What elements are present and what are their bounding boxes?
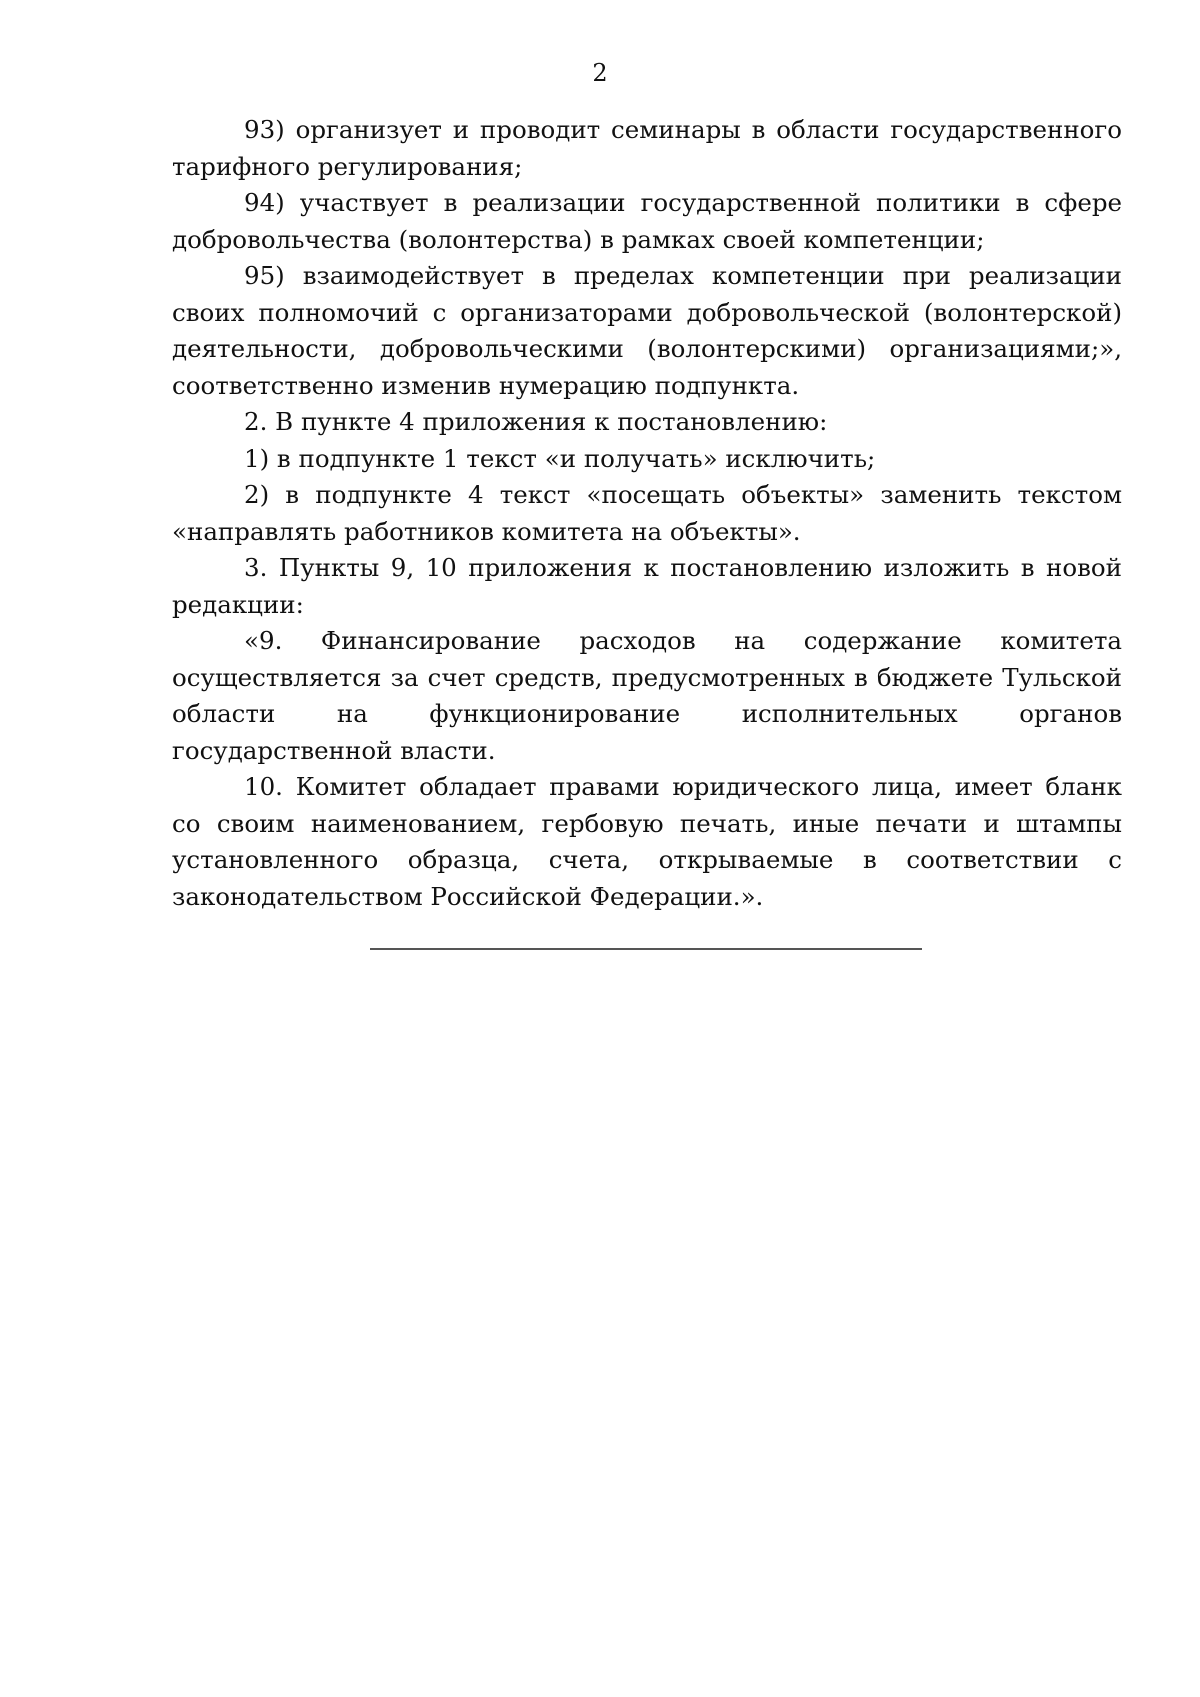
paragraph-item-94: 94) участвует в реализации государственной политики в сфере добровольчества (волонтерства) в рамках своей компетенции;	[172, 188, 1122, 254]
paragraph-item-95: 95) взаимодействует в пределах компетенции при реализации своих полномочий с организаторами добровольческой (волонтерской) деятельности, добровольческими (волонтерскими) организациями;», соответственно изменив нумерацию подпункта.	[172, 261, 1122, 400]
paragraph-item-93: 93) организует и проводит семинары в области государственного тарифного регулирования;	[172, 115, 1122, 181]
paragraph-clause-9: «9. Финансирование расходов на содержание комитета осуществляется за счет средств, предусмотренных в бюджете Тульской области на функционирование исполнительных органов государственной власти.	[172, 626, 1122, 765]
paragraph-point-3: 3. Пункты 9, 10 приложения к постановлению изложить в новой редакции:	[172, 553, 1122, 619]
paragraph-clause-10: 10. Комитет обладает правами юридического лица, имеет бланк со своим наименованием, гербовую печать, иные печати и штампы установленного образца, счета, открываемые в соответствии с законодательством Российской Федерации.».	[172, 772, 1122, 911]
paragraph-point-2: 2. В пункте 4 приложения к постановлению:	[244, 407, 828, 436]
page-number: 2	[592, 59, 608, 87]
document-body	[172, 112, 1122, 915]
closing-divider-line	[370, 948, 922, 950]
paragraph-subpoint-1: 1) в подпункте 1 текст «и получать» исключить;	[244, 443, 876, 473]
paragraph-subpoint-2: 2) в подпункте 4 текст «посещать объекты» заменить текстом «направлять работников комитета на объекты».	[172, 480, 1122, 546]
